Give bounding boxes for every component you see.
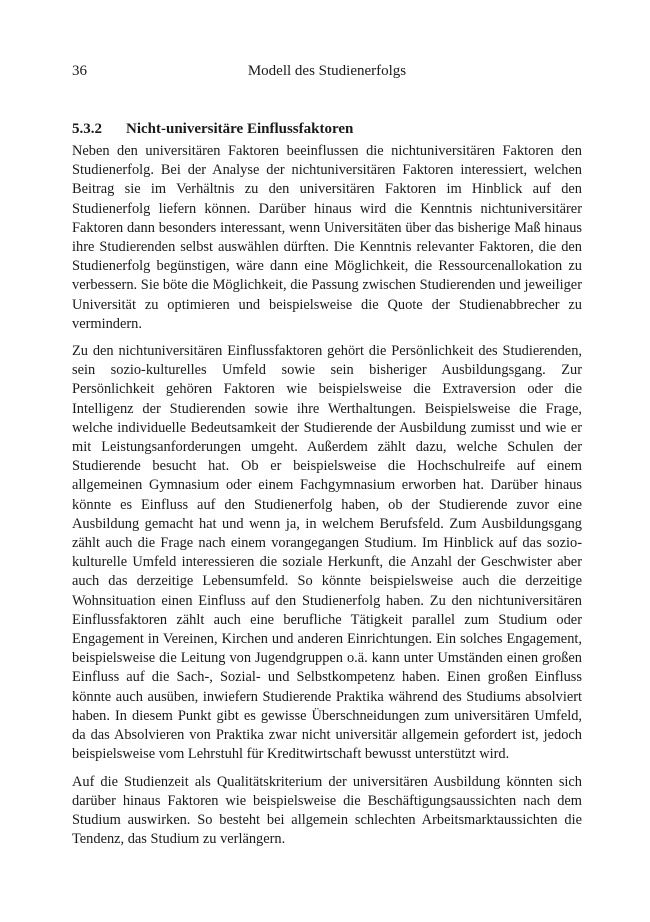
section-number: 5.3.2 xyxy=(72,121,102,137)
paragraph: Auf die Studienzeit als Qualitätskriterium der universitären Ausbildung könnten sich darüber hinaus Faktoren wie beispielsweise die Beschäftigungsaussichten nach dem Studium auswirken. So besteht bei allgemein schlechten Arbeitsmarktaussichten die Tendenz, das Studium zu verlängern. xyxy=(72,773,582,848)
page-number: 36 xyxy=(72,63,87,79)
paragraph: Zu den nichtuniversitären Einflussfaktoren gehört die Persönlichkeit des Studierenden, sein sozio-kulturelles Umfeld sowie sein bisheriger Ausbildungsgang. Zur Persönlichkeit gehören Faktoren wie beispielsweise die Extraversion oder die Intelligenz der Studierenden sowie ihre Werthaltungen. Beispielsweise die Frage, welche individuelle Bedeutsamkeit der Studierende der Ausbildung zumisst und wie er mit Leistungsanforderungen umgeht. Außerdem zählt dazu, welche Schulen der Studierende besucht hat. Ob er beispielsweise die Hochschulreife auf einem allgemeinen Gymnasium oder einem Fachgymnasium erworben hat. Darüber hinaus könnte es Einfluss auf den Studienerfolg haben, ob der Studierende zuvor eine Ausbildung gemacht hat und wenn ja, in welchem Berufsfeld. Zum Ausbildungsgang zählt auch die Frage nach einem vorangegangen Studium. Im Hinblick auf das sozio-kulturelle Umfeld interessieren die soziale Herkunft, die Anzahl der Geschwister aber auch das derzeitige Lebensumfeld. So könnte beispielsweise auch die derzeitige Wohnsituation einen Einfluss auf den Studienerfolg haben. Zu den nichtuniversitären Einflussfaktoren zählt auch eine berufliche Tätigkeit parallel zum Studium oder Engagement in Vereinen, Kirchen und anderen Einrichtungen. Ein solches Engagement, beispielsweise die Leitung von Jugendgruppen o.ä. kann unter Umständen einen großen Einfluss auf die Sach-, Sozial- und Selbstkompetenz haben. Einen großen Einfluss könnte auch ausüben, inwiefern Studierende Praktika während des Studiums absolviert haben. In diesem Punkt gibt es gewisse Überschneidungen zum universitären Umfeld, da das Absolvieren von Praktika zwar nicht universitär allgemein gefordert ist, jedoch beispielsweise vom Lehrstuhl für Kreditwirtschaft bewusst unterstützt wird. xyxy=(72,343,582,763)
section-title: Nicht-universitäre Einflussfaktoren xyxy=(126,121,354,137)
running-title: Modell des Studienerfolgs xyxy=(247,63,407,79)
page-header xyxy=(72,61,582,81)
section-heading xyxy=(72,119,582,139)
body-text xyxy=(72,142,582,857)
paragraph: Neben den universitären Faktoren beeinflussen die nichtuniversitären Faktoren den Studienerfolg. Bei der Analyse der nichtuniversitären Faktoren interessiert, welchen Beitrag sie im Verhältnis zu den universitären Faktoren im Hinblick auf den Studienerfolg liefern können. Darüber hinaus wird die Kenntnis nichtuniversitärer Faktoren dann besonders interessant, wenn Universitäten über das bisherige Maß hinaus ihre Studierenden selbst auswählen dürften. Die Kenntnis relevanter Faktoren, die den Studienerfolg begünstigen, wäre dann eine Möglichkeit, die Ressourcenallokation zu verbessern. Sie böte die Möglichkeit, die Passung zwischen Studierenden und jeweiliger Universität zu optimieren und beispielsweise die Quote der Studienabbrecher zu vermindern. xyxy=(72,143,582,332)
